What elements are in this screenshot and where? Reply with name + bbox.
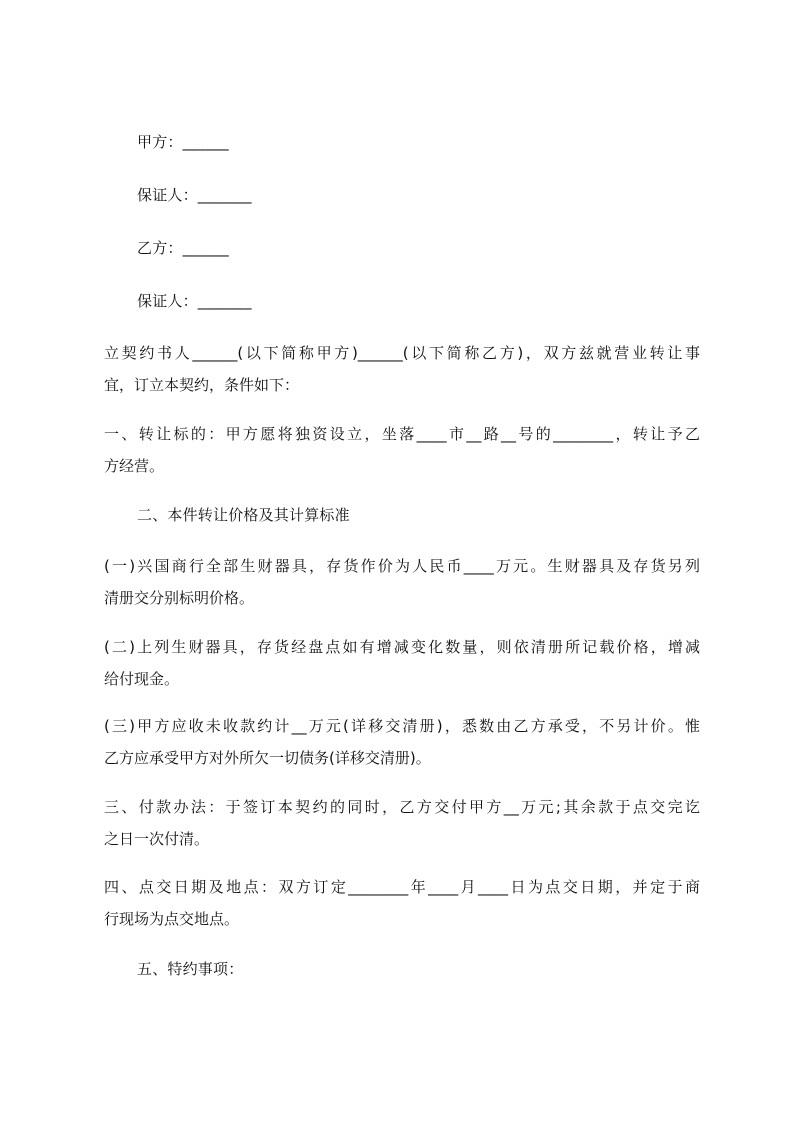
- guarantor-a-line: 保证人：_______: [137, 186, 252, 204]
- clause-2-item-1-line-2: 清册交分别标明价格。: [104, 589, 255, 607]
- clause-1-line-2: 方经营。: [104, 457, 165, 475]
- intro-line-2: 宜，订立本契约，条件如下：: [104, 376, 300, 394]
- clause-2-item-3: [104, 716, 700, 768]
- clause-2-item-2-line-1: (二)上列生财器具，存货经盘点如有增减变化数量，则依清册所记载价格，增减: [104, 638, 700, 656]
- clause-2-item-1-line-1: (一)兴国商行全部生财器具，存货作价为人民币____万元。生财器具及存货另列: [104, 557, 700, 575]
- clause-2-item-1: [104, 556, 700, 608]
- clause-2-item-2-line-2: 给付现金。: [104, 670, 180, 688]
- clause-2-item-3-line-2: 乙方应承受甲方对外所欠一切债务(详移交清册)。: [104, 749, 431, 767]
- party-b-line: 乙方：______: [137, 239, 229, 257]
- intro-line-1: 立契约书人______(以下简称甲方)______(以下简称乙方)，双方兹就营业转让事: [104, 344, 700, 362]
- clause-2-heading: 二、本件转让价格及其计算标准: [137, 506, 350, 524]
- clause-4-line-2: 行现场为点交地点。: [104, 910, 240, 928]
- intro-paragraph: [104, 343, 700, 395]
- clause-2-item-2: [104, 637, 700, 689]
- clause-4-line-1: 四、点交日期及地点：双方订定________年____月____日为点交日期，并定于商: [104, 878, 700, 896]
- clause-3-paragraph: [104, 797, 700, 849]
- clause-1-paragraph: [104, 424, 700, 476]
- clause-2-item-3-line-1: (三)甲方应收未收款约计__万元(详移交清册)，悉数由乙方承受，不另计价。惟: [104, 717, 700, 735]
- clause-1-line-1: 一、转让标的：甲方愿将独资设立，坐落____市__路__号的________，转让予乙: [104, 425, 700, 443]
- guarantor-b-line: 保证人：_______: [137, 292, 252, 310]
- party-a-line: 甲方：______: [137, 133, 229, 151]
- clause-3-line-1: 三、付款办法：于签订本契约的同时，乙方交付甲方__万元;其余款于点交完讫: [104, 798, 700, 816]
- clause-3-line-2: 之日一次付清。: [104, 830, 210, 848]
- clause-4-paragraph: [104, 877, 700, 929]
- clause-5-heading: 五、特约事项：: [137, 960, 244, 978]
